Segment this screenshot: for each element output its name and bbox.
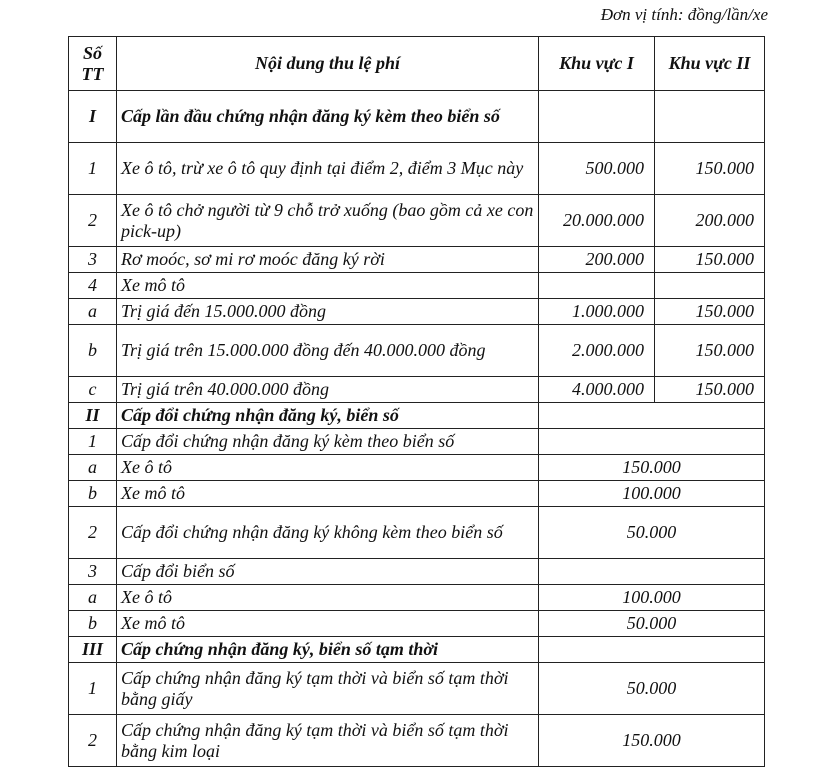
- row-content: Trị giá trên 40.000.000 đồng: [117, 377, 539, 403]
- fee-both-regions: [539, 637, 765, 663]
- row-number: III: [69, 637, 117, 663]
- row-content: Cấp chứng nhận đăng ký tạm thời và biển số tạm thời bằng kim loại: [117, 715, 539, 767]
- row-number: 3: [69, 559, 117, 585]
- fee-region-1: 200.000: [539, 247, 655, 273]
- table-row: [69, 611, 765, 637]
- row-number: b: [69, 611, 117, 637]
- table-row: [69, 507, 765, 559]
- row-number: b: [69, 481, 117, 507]
- fee-region-2: [655, 91, 765, 143]
- row-number: b: [69, 325, 117, 377]
- table-row: [69, 91, 765, 143]
- fee-both-regions: 50.000: [539, 663, 765, 715]
- row-content: Cấp đổi chứng nhận đăng ký không kèm theo biển số: [117, 507, 539, 559]
- fee-region-1: [539, 91, 655, 143]
- fee-region-2: 150.000: [655, 325, 765, 377]
- table-row: [69, 195, 765, 247]
- table-row: [69, 637, 765, 663]
- header-kv1: Khu vực I: [539, 37, 655, 91]
- row-number: 1: [69, 143, 117, 195]
- table-row: [69, 429, 765, 455]
- fee-region-1: 4.000.000: [539, 377, 655, 403]
- row-content: Cấp đổi biển số: [117, 559, 539, 585]
- row-content: Xe mô tô: [117, 273, 539, 299]
- fee-both-regions: 100.000: [539, 481, 765, 507]
- row-content: Xe mô tô: [117, 611, 539, 637]
- table-row: [69, 663, 765, 715]
- fee-both-regions: [539, 559, 765, 585]
- row-number: 1: [69, 429, 117, 455]
- fee-region-1: 1.000.000: [539, 299, 655, 325]
- row-number: I: [69, 91, 117, 143]
- row-number: 2: [69, 195, 117, 247]
- fee-both-regions: [539, 429, 765, 455]
- fee-region-1: 500.000: [539, 143, 655, 195]
- row-number: 1: [69, 663, 117, 715]
- row-number: a: [69, 455, 117, 481]
- row-content: Trị giá trên 15.000.000 đồng đến 40.000.000 đồng: [117, 325, 539, 377]
- row-content: Cấp đổi chứng nhận đăng ký kèm theo biển số: [117, 429, 539, 455]
- row-content: Xe mô tô: [117, 481, 539, 507]
- header-kv2: Khu vực II: [655, 37, 765, 91]
- row-number: 2: [69, 507, 117, 559]
- row-content: Xe ô tô, trừ xe ô tô quy định tại điểm 2, điểm 3 Mục này: [117, 143, 539, 195]
- fee-both-regions: 50.000: [539, 507, 765, 559]
- table-row: [69, 455, 765, 481]
- fee-both-regions: 150.000: [539, 455, 765, 481]
- table-row: [69, 377, 765, 403]
- row-content: Cấp đổi chứng nhận đăng ký, biển số: [117, 403, 539, 429]
- row-number: a: [69, 299, 117, 325]
- table-row: [69, 715, 765, 767]
- row-number: 3: [69, 247, 117, 273]
- table-row: [69, 585, 765, 611]
- fee-region-1: [539, 273, 655, 299]
- row-content: Cấp chứng nhận đăng ký tạm thời và biển số tạm thời bằng giấy: [117, 663, 539, 715]
- row-content: Trị giá đến 15.000.000 đồng: [117, 299, 539, 325]
- header-content: Nội dung thu lệ phí: [117, 37, 539, 91]
- row-number: 4: [69, 273, 117, 299]
- table-row: [69, 481, 765, 507]
- header-stt: Số TT: [69, 37, 117, 91]
- table-row: [69, 403, 765, 429]
- table-row: [69, 273, 765, 299]
- fee-region-2: 200.000: [655, 195, 765, 247]
- row-number: a: [69, 585, 117, 611]
- fee-region-2: 150.000: [655, 247, 765, 273]
- row-number: 2: [69, 715, 117, 767]
- fee-both-regions: 50.000: [539, 611, 765, 637]
- table-body: [69, 91, 765, 767]
- fee-both-regions: [539, 403, 765, 429]
- row-number: c: [69, 377, 117, 403]
- row-content: Xe ô tô: [117, 455, 539, 481]
- fee-region-1: 20.000.000: [539, 195, 655, 247]
- fee-region-2: 150.000: [655, 143, 765, 195]
- fee-both-regions: 100.000: [539, 585, 765, 611]
- fee-region-2: [655, 273, 765, 299]
- table-row: [69, 143, 765, 195]
- row-content: Cấp chứng nhận đăng ký, biển số tạm thời: [117, 637, 539, 663]
- fee-region-2: 150.000: [655, 299, 765, 325]
- fee-region-1: 2.000.000: [539, 325, 655, 377]
- row-content: Cấp lần đầu chứng nhận đăng ký kèm theo biển số: [117, 91, 539, 143]
- row-number: II: [69, 403, 117, 429]
- row-content: Xe ô tô: [117, 585, 539, 611]
- table-row: [69, 247, 765, 273]
- table-row: [69, 299, 765, 325]
- unit-note: Đơn vị tính: đồng/lần/xe: [600, 5, 768, 24]
- table-header-row: [69, 37, 765, 91]
- fee-both-regions: 150.000: [539, 715, 765, 767]
- fee-table: [68, 36, 765, 767]
- fee-region-2: 150.000: [655, 377, 765, 403]
- table-row: [69, 559, 765, 585]
- table-row: [69, 325, 765, 377]
- row-content: Rơ moóc, sơ mi rơ moóc đăng ký rời: [117, 247, 539, 273]
- row-content: Xe ô tô chở người từ 9 chỗ trở xuống (bao gồm cả xe con pick-up): [117, 195, 539, 247]
